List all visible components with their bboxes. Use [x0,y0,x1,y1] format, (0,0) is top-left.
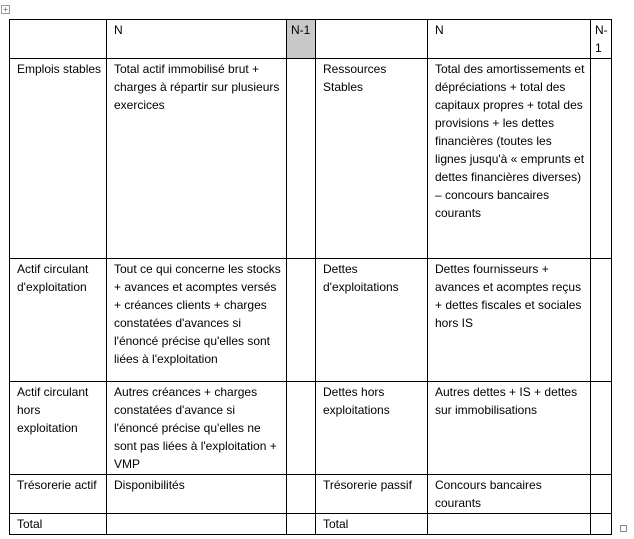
row-content-right: Concours bancaires courants [428,475,591,514]
row-n1-left [287,59,316,259]
row-content-right: Autres dettes + IS + dettes sur immobilisations [428,382,591,475]
row-content-right: Dettes fournisseurs + avances et acomptes reçus + dettes fiscales et sociales hors IS [428,259,591,382]
header-empty-cell [10,20,107,59]
total-value-right [428,514,591,535]
row-label-left: Actif circulant d'exploitation [10,259,107,382]
table-row [10,382,612,475]
header-n-minus-1: N-1 [287,20,316,59]
table-row [10,259,612,382]
total-value-left [107,514,287,535]
row-label-right: Ressources Stables [316,59,428,259]
balance-sheet-table [9,19,612,535]
row-label-right: Trésorerie passif [316,475,428,514]
row-content-left: Disponibilités [107,475,287,514]
row-content-left: Total actif immobilisé brut + charges à répartir sur plusieurs exercices [107,59,287,259]
table-total-row [10,514,612,535]
row-label-right: Dettes hors exploitations [316,382,428,475]
row-n1-left [287,259,316,382]
total-label-left: Total [10,514,107,535]
row-n1-right [591,382,612,475]
table-move-handle-icon[interactable]: + [1,5,10,14]
header-empty-cell [316,20,428,59]
table-row [10,475,612,514]
table-row [10,59,612,259]
table-header-row [10,20,612,59]
row-n1-right [591,59,612,259]
row-n1-left [287,475,316,514]
row-content-left: Tout ce qui concerne les stocks + avances et acomptes versés + créances clients + charges constatées d'avances si l'énoncé précise qu'elles sont liées à l'exploitation [107,259,287,382]
row-label-left: Trésorerie actif [10,475,107,514]
header-n-minus-1-right: N-1 [591,20,612,59]
header-n: N [107,20,287,59]
row-n1-left [287,382,316,475]
row-content-right: Total des amortissements et dépréciations + total des capitaux propres + total des provisions + les dettes financières (toutes les lignes jusqu'à « emprunts et dettes financières diverses) – concours bancaires courants [428,59,591,259]
row-n1-right [591,259,612,382]
header-n-right: N [428,20,591,59]
total-n1-right [591,514,612,535]
row-n1-right [591,475,612,514]
row-label-left: Actif circulant hors exploitation [10,382,107,475]
total-label-right: Total [316,514,428,535]
total-n1-left [287,514,316,535]
table-resize-handle[interactable] [620,525,627,532]
row-label-right: Dettes d'exploitations [316,259,428,382]
row-content-left: Autres créances + charges constatées d'avance si l'énoncé précise qu'elles ne sont pas liées à l'exploitation + VMP [107,382,287,475]
row-label-left: Emplois stables [10,59,107,259]
